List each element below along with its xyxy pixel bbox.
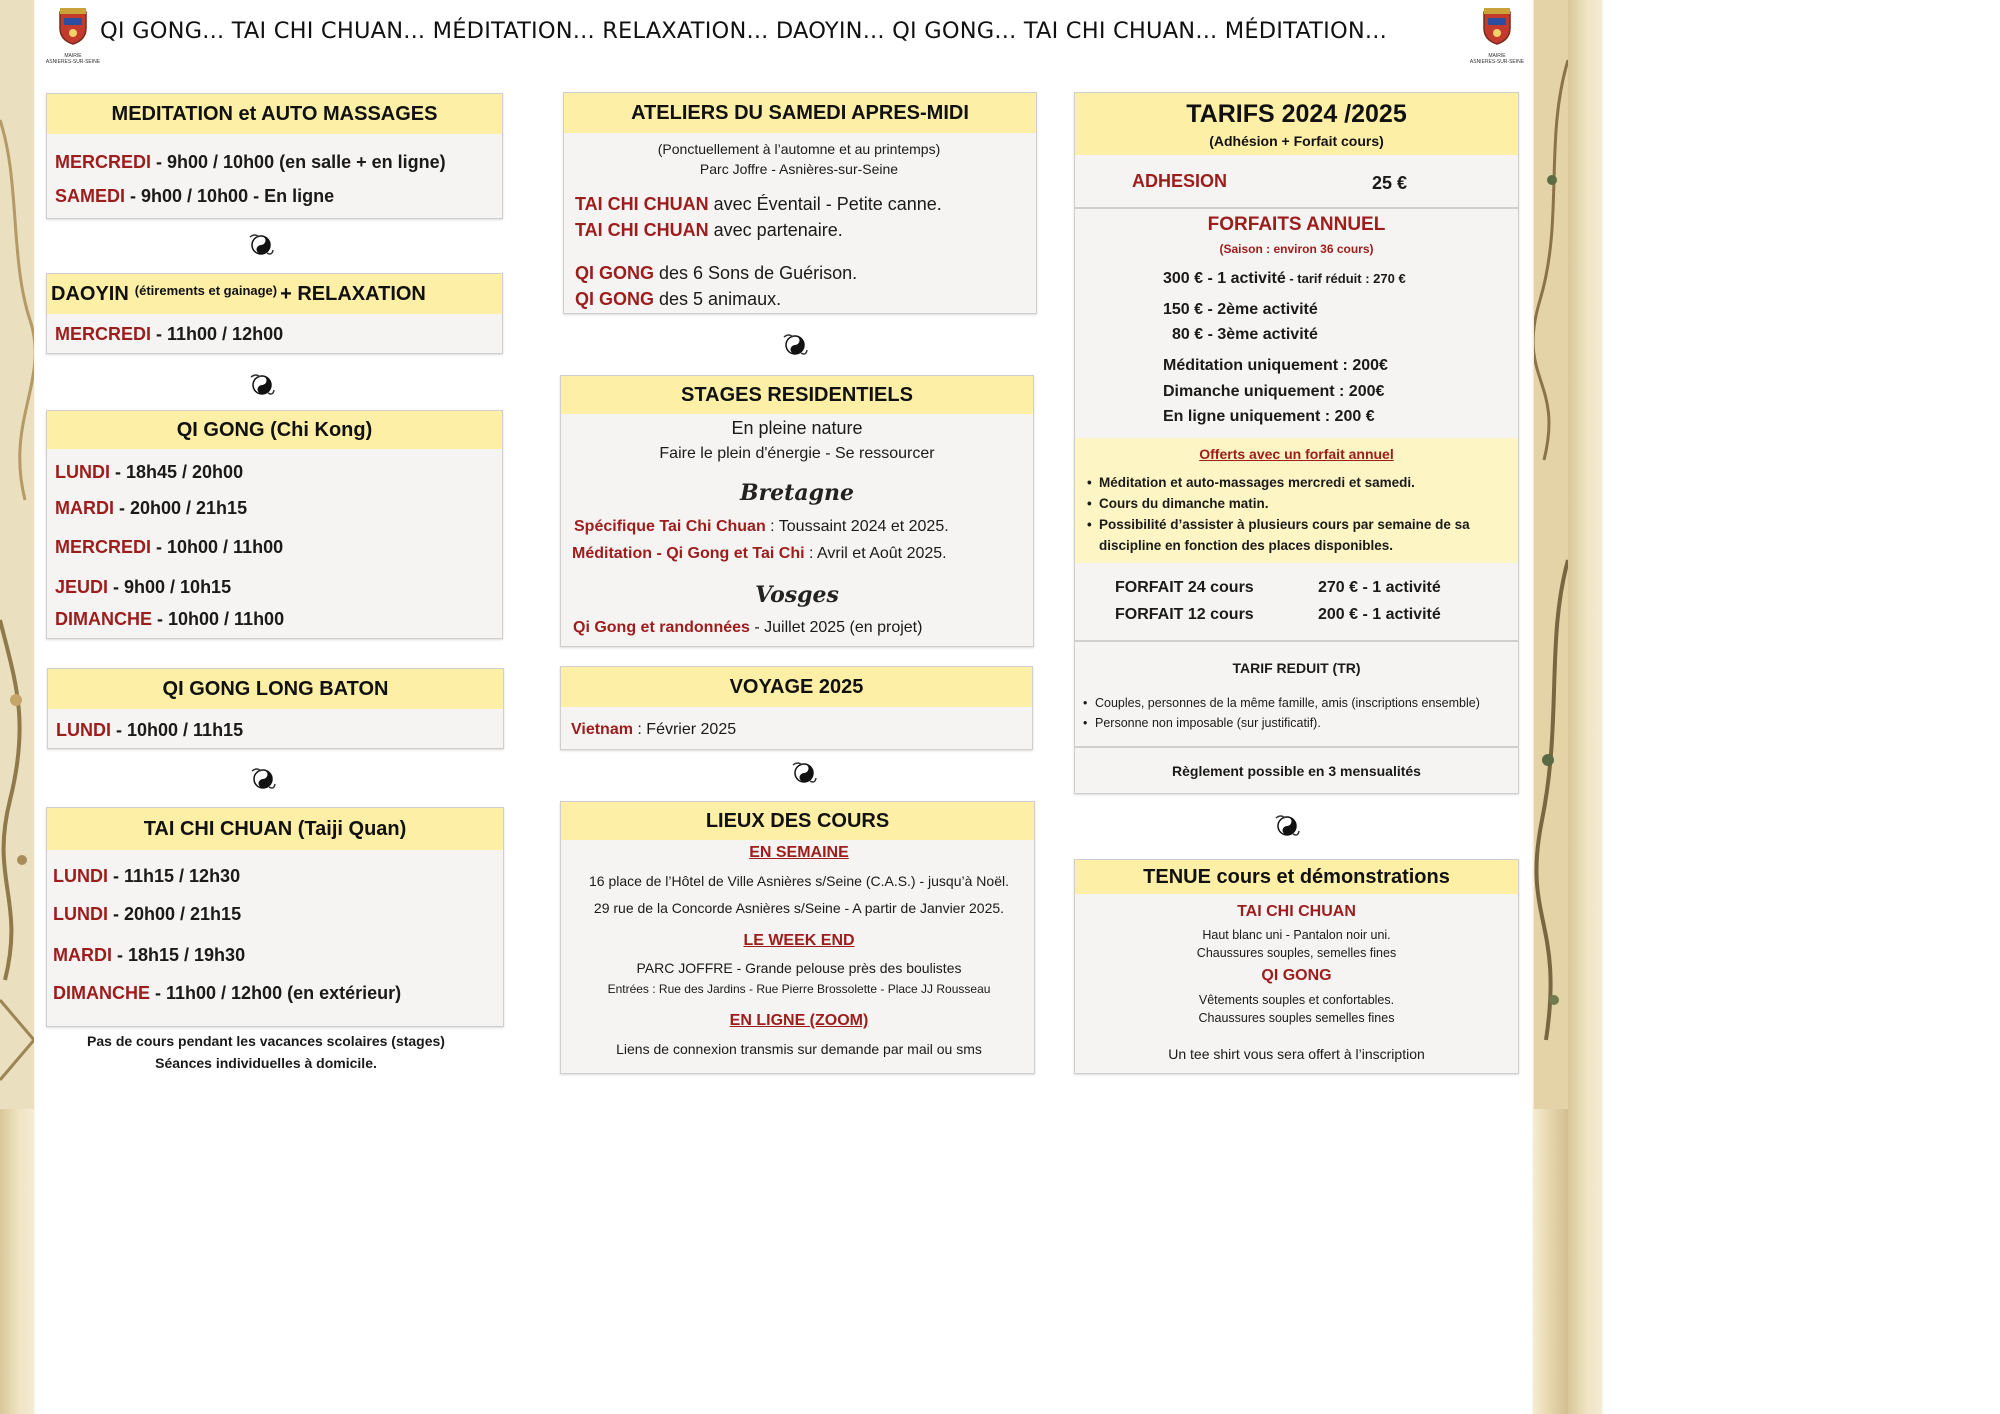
daoyin-title: DAOYIN <box>51 282 129 305</box>
ateliers-box <box>563 92 1037 314</box>
stage-key: Qi Gong et randonnées <box>573 619 750 636</box>
bretagne-heading: Bretagne <box>740 480 854 506</box>
ateliers-header: ATELIERS DU SAMEDI APRES-MIDI <box>564 93 1036 133</box>
tenue-t3: Un tee shirt vous sera offert à l’inscription <box>1168 1046 1425 1062</box>
day-label: MARDI <box>53 945 112 965</box>
time-label: - 18h45 / 20h00 <box>110 462 244 482</box>
lieux-weekend-heading: LE WEEK END <box>743 932 855 949</box>
ateliers-sub2: Parc Joffre - Asnières-sur-Seine <box>699 161 899 177</box>
yin-yang-dragon-icon <box>247 231 275 259</box>
schedule-row <box>55 462 243 483</box>
atelier-text: des 6 Sons de Guérison. <box>654 263 858 283</box>
yin-yang-dragon-icon <box>249 765 277 793</box>
atelier-key: TAI CHI CHUAN <box>575 194 709 214</box>
tarif-reduit-title: TARIF REDUIT (TR) <box>1232 660 1361 676</box>
qigong-header: QI GONG (Chi Kong) <box>47 411 502 449</box>
daoyin-subtitle: (étirements et gainage) <box>134 282 278 298</box>
meditation-box <box>46 93 503 219</box>
meditation-header: MEDITATION et AUTO MASSAGES <box>47 94 502 134</box>
divider <box>1075 746 1518 748</box>
atelier-key: TAI CHI CHUAN <box>575 220 709 240</box>
offert-item: • Cours du dimanche matin. <box>1085 493 1513 514</box>
lieux-header: LIEUX DES COURS <box>561 802 1034 840</box>
adhesion-value: 25 € <box>1372 173 1408 193</box>
forfait-cours-value: 200 € - 1 activité <box>1318 606 1441 623</box>
stage-key: Méditation - Qi Gong et Tai Chi <box>572 545 805 562</box>
day-label: JEUDI <box>55 577 109 597</box>
longbaton-header: QI GONG LONG BATON <box>48 669 503 709</box>
tenue-t2a: Vêtements souples et confortables. <box>1198 993 1395 1007</box>
divider <box>1075 640 1518 642</box>
stages-line2: Faire le plein d'énergie - Se ressourcer <box>659 445 935 462</box>
atelier-item <box>575 289 781 310</box>
stages-box <box>560 375 1034 647</box>
time-label: - 20h00 / 21h15 <box>114 498 248 518</box>
yin-yang-dragon-icon <box>248 371 276 399</box>
page-title: QI GONG... TAI CHI CHUAN... MÉDITATION... RELAXATION... DAOYIN... QI GONG... TAI CHI CHUAN... MÉDITATION... <box>100 18 1387 44</box>
forfait-cours-label: FORFAIT 12 cours <box>1115 606 1254 623</box>
taichi-box <box>46 807 504 1027</box>
voyage-box <box>560 666 1033 750</box>
tenue-t1b: Chaussures souples, semelles fines <box>1196 946 1397 960</box>
day-label: SAMEDI <box>55 186 126 206</box>
time-label: - 20h00 / 21h15 <box>108 904 242 924</box>
footnote-line1: Pas de cours pendant les vacances scolaires (stages) <box>87 1033 445 1049</box>
day-label: LUNDI <box>53 866 108 886</box>
lieux-e1: Liens de connexion transmis sur demande par mail ou sms <box>616 1041 982 1057</box>
crest-icon <box>1480 6 1514 46</box>
day-label: LUNDI <box>53 904 108 924</box>
tenue-t1a: Haut blanc uni - Pantalon noir uni. <box>1202 928 1391 942</box>
forfait-line: 80 € - 3ème activité <box>1172 326 1318 343</box>
lieux-s1: 16 place de l’Hôtel de Ville Asnières s/Seine (C.A.S.) - jusqu’à Noël. <box>589 873 1009 889</box>
ateliers-sub1: (Ponctuellement à l’automne et au printemps) <box>657 141 941 157</box>
time-label: - 10h00 / 11h15 <box>111 720 244 740</box>
forfait-line: Méditation uniquement : 200€ <box>1163 357 1388 374</box>
schedule-row <box>55 324 283 345</box>
crest-town-label: ASNIERES-SUR-SEINE <box>45 59 101 65</box>
forfait-cours-value: 270 € - 1 activité <box>1318 579 1441 596</box>
schedule-row <box>55 609 284 630</box>
schedule-row <box>55 498 247 519</box>
taichi-header: TAI CHI CHUAN (Taiji Quan) <box>47 808 503 850</box>
tarif-reduit-list <box>1081 693 1516 733</box>
schedule-row <box>53 945 245 966</box>
day-label: MERCREDI <box>55 324 152 344</box>
atelier-text: des 5 animaux. <box>654 289 782 309</box>
lieux-w2: Entrées : Rue des Jardins - Rue Pierre Brossolette - Place JJ Rousseau <box>607 982 991 996</box>
right-border-painting <box>1534 0 1568 1109</box>
forfait-price: 300 € - 1 activité <box>1163 270 1286 287</box>
forfaits-title: FORFAITS ANNUEL <box>1207 214 1386 235</box>
forfait-line: En ligne uniquement : 200 € <box>1163 408 1375 425</box>
tenue-t2b: Chaussures souples semelles fines <box>1198 1011 1395 1025</box>
day-label: DIMANCHE <box>53 983 150 1003</box>
tenue-t2: QI GONG <box>1261 967 1332 984</box>
stage-item <box>573 619 922 637</box>
lieux-w1: PARC JOFFRE - Grande pelouse près des boulistes <box>636 960 962 976</box>
schedule-row <box>53 983 401 1004</box>
forfait-line <box>1163 270 1406 288</box>
tarifs-subtitle: (Adhésion + Forfait cours) <box>1209 132 1384 149</box>
voyage-key: Vietnam <box>571 721 633 738</box>
day-label: LUNDI <box>56 720 111 740</box>
crest-town-label: ASNIERES-SUR-SEINE <box>1469 59 1525 65</box>
time-label: - 10h00 / 11h00 <box>151 537 284 557</box>
schedule-row <box>53 866 240 887</box>
tarifs-title: TARIFS 2024 /2025 <box>1186 99 1407 128</box>
tarif-reduit-item: • Couples, personnes de la même famille, amis (inscriptions ensemble) <box>1081 693 1516 713</box>
offert-item: • Possibilité d’assister à plusieurs cours par semaine de sa discipline en fonction des places disponibles. <box>1085 514 1513 556</box>
atelier-key: QI GONG <box>575 263 655 283</box>
daoyin-box <box>46 273 503 354</box>
crest-mairie-label: MAIRIE <box>64 53 82 59</box>
longbaton-box <box>47 668 504 749</box>
time-label: - 10h00 / 11h00 <box>152 609 285 629</box>
time-label: - 11h00 / 12h00 <box>151 324 284 344</box>
time-label: - 11h15 / 12h30 <box>108 866 241 886</box>
divider <box>1075 207 1518 209</box>
tenue-header: TENUE cours et démonstrations <box>1075 860 1518 894</box>
left-border-painting <box>0 0 34 1109</box>
yin-yang-dragon-icon <box>790 759 818 787</box>
day-label: DIMANCHE <box>55 609 152 629</box>
stage-key: Spécifique Tai Chi Chuan <box>574 518 766 535</box>
daoyin-header <box>47 274 502 314</box>
reglement-note: Règlement possible en 3 mensualités <box>1172 763 1421 779</box>
time-label: - 9h00 / 10h00 - En ligne <box>125 186 335 206</box>
tenue-t1: TAI CHI CHUAN <box>1237 903 1356 920</box>
voyage-text: : Février 2025 <box>632 721 737 738</box>
tarifs-header <box>1075 93 1518 155</box>
offerts-title: Offerts avec un forfait annuel <box>1199 446 1394 462</box>
tarif-reduit-item: • Personne non imposable (sur justificatif). <box>1081 713 1516 733</box>
yin-yang-dragon-icon <box>781 331 809 359</box>
stages-header: STAGES RESIDENTIELS <box>561 376 1033 414</box>
crest-icon <box>56 6 90 46</box>
forfaits-subtitle: (Saison : environ 36 cours) <box>1219 242 1374 256</box>
stages-line1: En pleine nature <box>731 418 863 438</box>
schedule-row <box>56 720 243 741</box>
stage-text: : Toussaint 2024 et 2025. <box>765 518 949 535</box>
day-label: MERCREDI <box>55 537 152 557</box>
atelier-key: QI GONG <box>575 289 655 309</box>
schedule-row <box>55 186 334 207</box>
time-label: - 11h00 / 12h00 (en extérieur) <box>150 983 402 1003</box>
atelier-item <box>575 194 942 215</box>
lieux-s2: 29 rue de la Concorde Asnières s/Seine - A partir de Janvier 2025. <box>593 900 1005 916</box>
atelier-text: avec Éventail - Petite canne. <box>708 194 942 214</box>
day-label: LUNDI <box>55 462 110 482</box>
forfait-line: 150 € - 2ème activité <box>1163 301 1318 318</box>
stage-item <box>574 518 949 536</box>
day-label: MARDI <box>55 498 114 518</box>
schedule-row <box>55 537 283 558</box>
day-label: MERCREDI <box>55 152 152 172</box>
atelier-item <box>575 263 857 284</box>
offerts-list <box>1085 472 1513 556</box>
footnote-line2: Séances individuelles à domicile. <box>155 1055 377 1071</box>
offerts-panel <box>1075 438 1518 563</box>
crest-left <box>38 6 108 64</box>
vosges-heading: Vosges <box>755 582 839 608</box>
crest-mairie-label: MAIRIE <box>1488 53 1506 59</box>
lieux-box <box>560 801 1035 1074</box>
atelier-item <box>575 220 843 241</box>
stage-text: - Juillet 2025 (en projet) <box>749 619 923 636</box>
lieux-enligne-heading: EN LIGNE (ZOOM) <box>729 1012 869 1029</box>
time-label: - 18h15 / 19h30 <box>112 945 246 965</box>
voyage-item <box>571 721 736 739</box>
tenue-box <box>1074 859 1519 1074</box>
qigong-box <box>46 410 503 639</box>
schedule-row <box>55 152 446 173</box>
yin-yang-dragon-icon <box>1273 812 1301 840</box>
voyage-header: VOYAGE 2025 <box>561 667 1032 707</box>
forfait-reduced: - tarif réduit : 270 € <box>1285 271 1406 286</box>
atelier-text: avec partenaire. <box>708 220 843 240</box>
schedule-row <box>53 904 241 925</box>
lieux-semaine-heading: EN SEMAINE <box>749 844 849 861</box>
stage-text: : Avril et Août 2025. <box>804 545 947 562</box>
daoyin-title-tail: + RELAXATION <box>280 282 426 305</box>
time-label: - 9h00 / 10h15 <box>108 577 232 597</box>
offert-item: • Méditation et auto-massages mercredi et samedi. <box>1085 472 1513 493</box>
forfait-line: Dimanche uniquement : 200€ <box>1163 383 1385 400</box>
stage-item <box>572 545 947 563</box>
forfait-cours-label: FORFAIT 24 cours <box>1115 579 1254 596</box>
tarifs-box <box>1074 92 1519 794</box>
time-label: - 9h00 / 10h00 (en salle + en ligne) <box>151 152 446 172</box>
adhesion-label: ADHESION <box>1132 171 1228 191</box>
schedule-row <box>55 577 231 598</box>
